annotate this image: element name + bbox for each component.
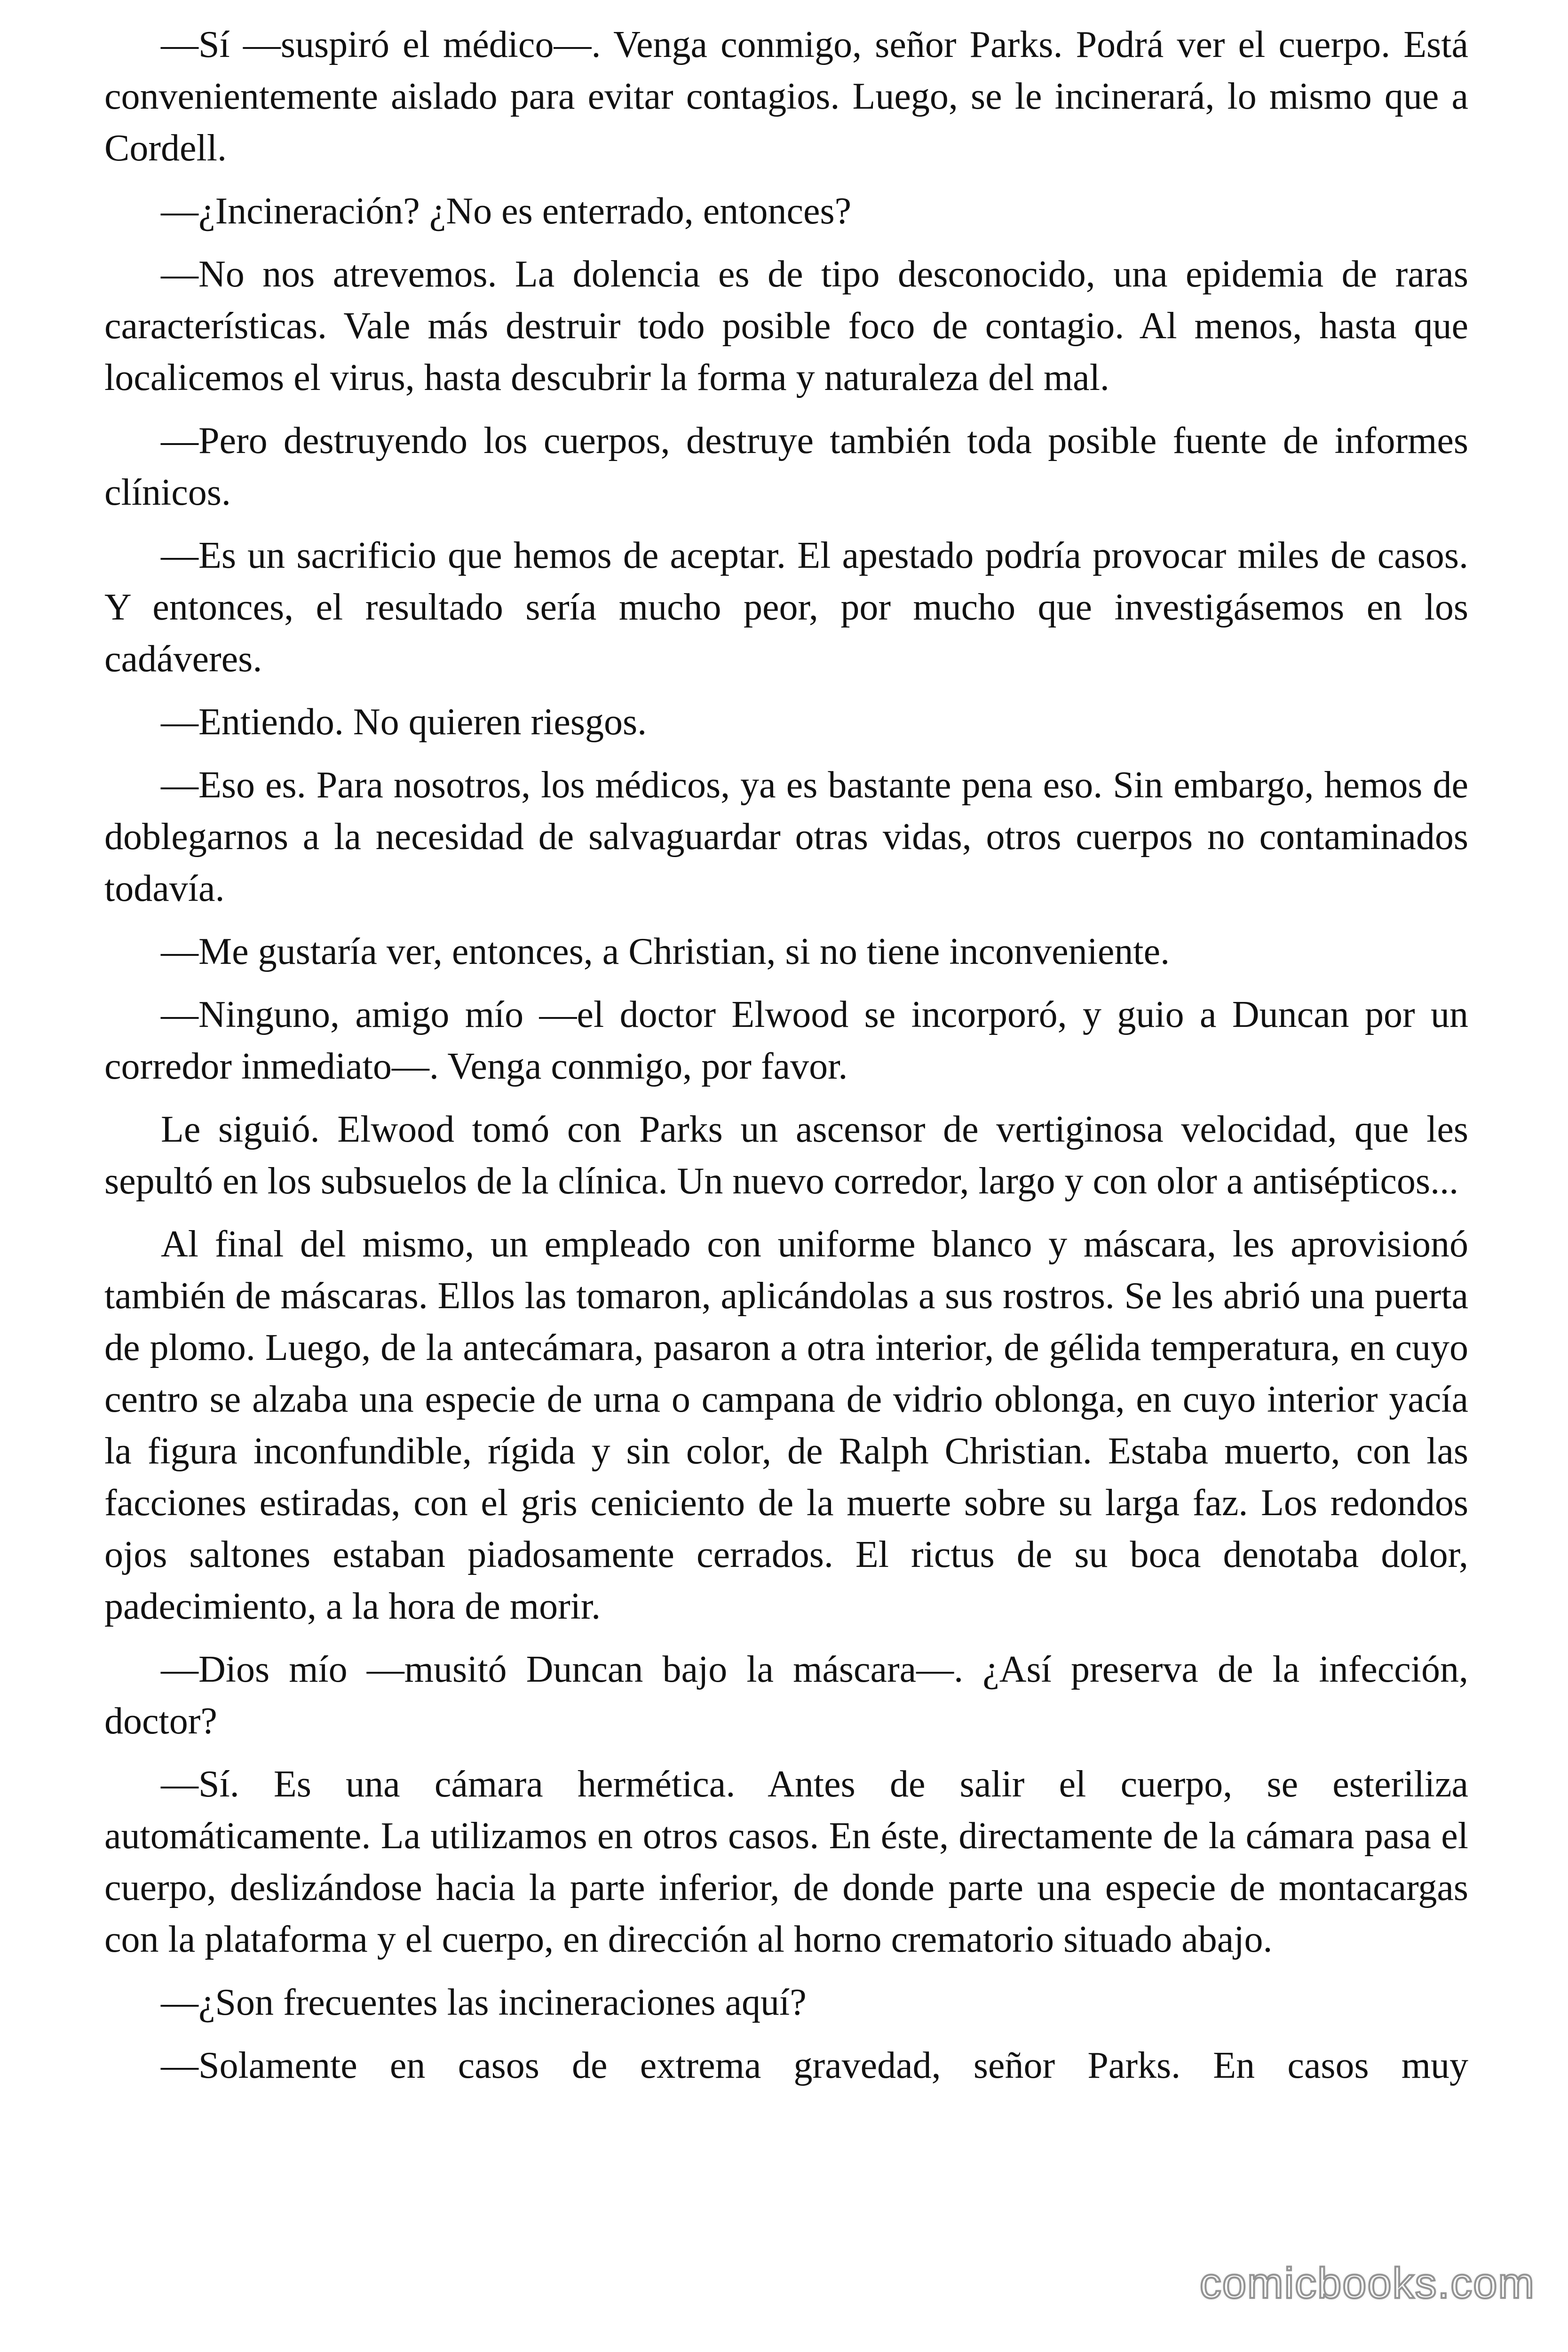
paragraph: Al final del mismo, un empleado con uniforme blanco y máscara, les aprovisionó también de máscaras. Ellos las tomaron, aplicándolas a sus rostros. Se les abrió una puerta de plomo. Luego, de la antecámara, pasaron a otra interior, de gélida temperatura, en cuyo centro se alzaba una especie de urna o campana de vidrio oblonga, en cuyo interior yacía la figura inconfundible, rígida y sin color, de Ralph Christian. Estaba muerto, con las facciones estiradas, con el gris ceniciento de la muerte sobre su larga faz. Los redondos ojos saltones estaban piadosamente cerrados. El rictus de su boca denotaba dolor, padecimiento, a la hora de morir. (104, 1224, 1468, 1627)
paragraph: —Entiendo. No quieren riesgos. (161, 701, 647, 743)
paragraph: —Solamente en casos de extrema gravedad, señor Parks. En casos muy (161, 2045, 1468, 2086)
paragraph: —Sí. Es una cámara hermética. Antes de salir el cuerpo, se esteriliza automáticamente. La utilizamos en otros casos. En éste, directamente de la cámara pasa el cuerpo, deslizándose hacia la parte inferior, de donde parte una especie de montacargas con la plataforma y el cuerpo, en dirección al horno crematorio situado abajo. (104, 1764, 1468, 1960)
paragraph: —¿Incineración? ¿No es enterrado, entonces? (161, 191, 852, 232)
paragraph: —Sí —suspiró el médico—. Venga conmigo, señor Parks. Podrá ver el cuerpo. Está convenientemente aislado para evitar contagios. Luego, se le incinerará, lo mismo que a Cordell. (104, 24, 1468, 169)
paragraph: —Eso es. Para nosotros, los médicos, ya es bastante pena eso. Sin embargo, hemos de doblegarnos a la necesidad de salvaguardar otras vidas, otros cuerpos no contaminados todavía. (104, 764, 1468, 909)
paragraph: —No nos atrevemos. La dolencia es de tipo desconocido, una epidemia de raras características. Vale más destruir todo posible foco de contagio. Al menos, hasta que localicemos el virus, hasta descubrir la forma y naturaleza del mal. (104, 254, 1468, 398)
page-text (104, 19, 1468, 2103)
watermark: comicbooks.com (1199, 2259, 1535, 2307)
paragraph: —Ninguno, amigo mío —el doctor Elwood se incorporó, y guio a Duncan por un corredor inmediato—. Venga conmigo, por favor. (104, 994, 1468, 1087)
paragraph: —Pero destruyendo los cuerpos, destruye también toda posible fuente de informes clínicos. (104, 420, 1468, 513)
paragraph: —Dios mío —musitó Duncan bajo la máscara—. ¿Así preserva de la infección, doctor? (104, 1649, 1468, 1742)
paragraph: —¿Son frecuentes las incineraciones aquí? (161, 1982, 807, 2023)
paragraph: —Me gustaría ver, entonces, a Christian, si no tiene inconveniente. (161, 931, 1170, 972)
paragraph: —Es un sacrificio que hemos de aceptar. El apestado podría provocar miles de casos. Y entonces, el resultado sería mucho peor, por mucho que investigásemos en los cadáveres. (104, 535, 1468, 680)
paragraph: Le siguió. Elwood tomó con Parks un ascensor de vertiginosa velocidad, que les sepultó en los subsuelos de la clínica. Un nuevo corredor, largo y con olor a antisépticos... (104, 1109, 1468, 1202)
